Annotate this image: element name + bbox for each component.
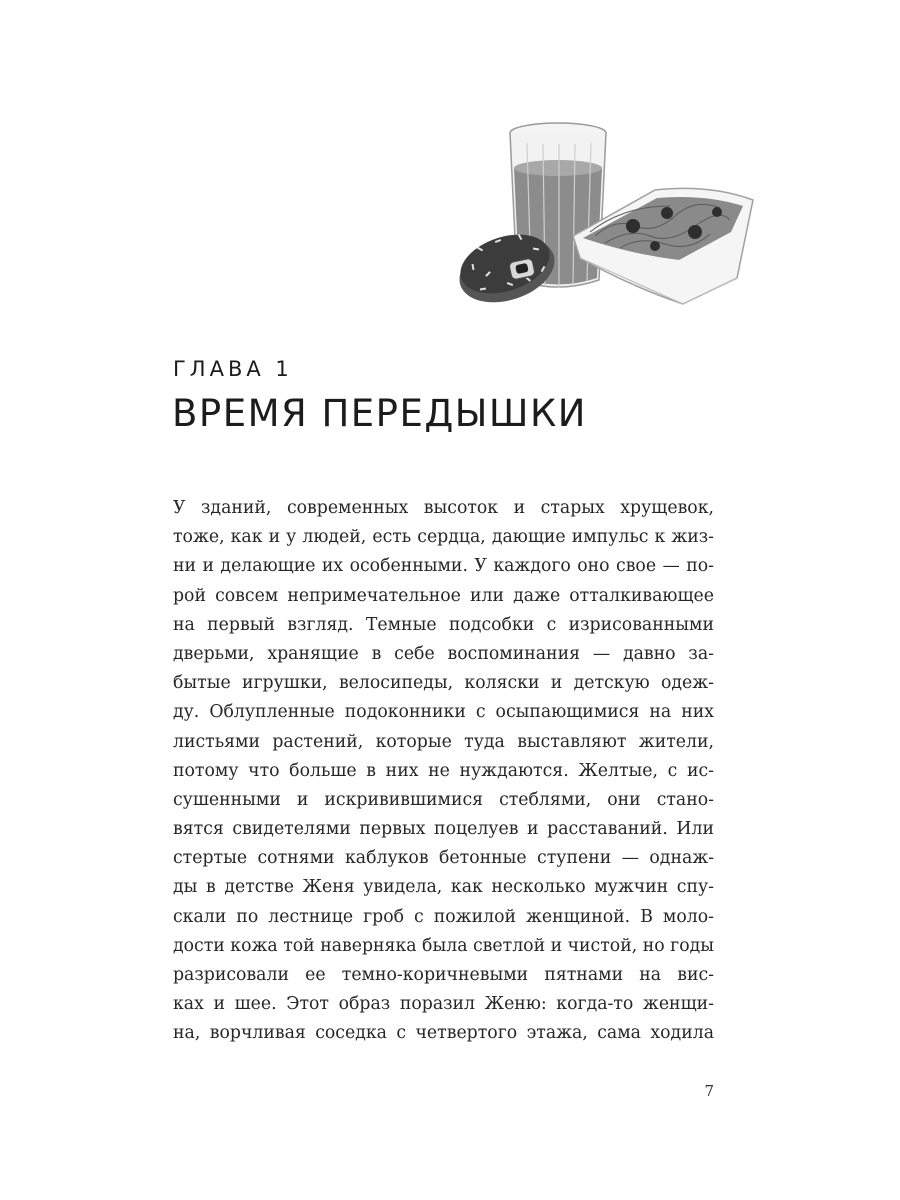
body-text <box>173 494 714 1049</box>
text-line: У зданий, современных высоток и старых хрущевок, <box>173 498 714 518</box>
food-illustration <box>455 108 765 308</box>
text-line: листьями растений, которые туда выставляют жители, <box>173 731 714 752</box>
text-line: дверьми, хранящие в себе воспоминания — давно за- <box>173 643 714 664</box>
text-line: тоже, как и у людей, есть сердца, дающие импульс к жиз- <box>173 527 714 548</box>
text-line: разрисовали ее темно-коричневыми пятнами на вис- <box>173 965 714 985</box>
page-number: 7 <box>704 1082 714 1100</box>
text-line: скали по лестнице гроб с пожилой женщиной. В моло- <box>173 906 714 927</box>
text-line: дости кожа той наверняка была светлой и чистой, но годы <box>173 935 714 956</box>
text-line: ду. Облупленные подоконники с осыпающимися на них <box>173 702 714 723</box>
text-line: ни и делающие их особенными. У каждого оно свое — по- <box>173 556 714 577</box>
chapter-label: ГЛАВА 1 <box>173 357 293 381</box>
text-line: сушенными и искривившимися стеблями, они стано- <box>173 789 714 810</box>
text-line: ках и шее. Этот образ поразил Женю: когда-то женщи- <box>173 994 714 1015</box>
text-line: бытые игрушки, велосипеды, коляски и детскую одеж- <box>173 673 714 694</box>
chapter-title: ВРЕМЯ ПЕРЕДЫШКИ <box>172 392 587 435</box>
text-line: стертые сотнями каблуков бетонные ступени — однаж- <box>173 848 714 869</box>
text-line: потому что больше в них не нуждаются. Желтые, с ис- <box>173 760 714 781</box>
text-line: на первый взгляд. Темные подсобки с изрисованными <box>173 614 714 635</box>
text-line: вятся свидетелями первых поцелуев и расставаний. Или <box>173 819 714 840</box>
text-line: ды в детстве Женя увидела, как несколько мужчин спу- <box>173 877 714 898</box>
text-line: на, ворчливая соседка с четвертого этажа, сама ходила <box>173 1023 714 1044</box>
text-line: рой совсем непримечательное или даже отталкивающее <box>173 585 714 606</box>
